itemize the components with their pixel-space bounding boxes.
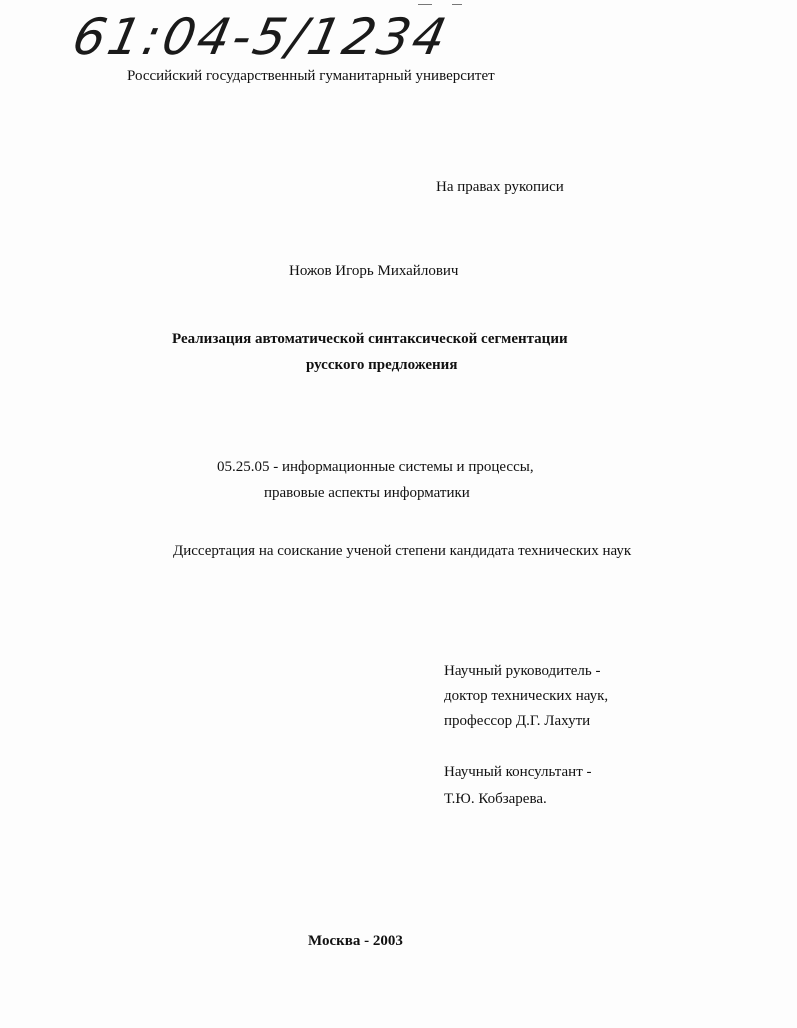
scan-mark [418,4,432,5]
supervisor-line-1: Научный руководитель - [444,663,601,679]
author-name: Ножов Игорь Михайлович [289,263,459,279]
title-line-1: Реализация автоматической синтаксической сегментации [172,331,568,347]
scan-mark [452,4,462,5]
specialty-line-1: 05.25.05 - информационные системы и процессы, [217,459,534,475]
consultant-line-2: Т.Ю. Кобзарева. [444,791,547,807]
supervisor-line-2: доктор технических наук, [444,688,609,704]
university-name: Российский государственный гуманитарный университет [127,68,495,84]
handwritten-catalog-number: 61:04-5/1234 [67,8,455,66]
consultant-line-1: Научный консультант - [444,764,592,780]
title-line-2: русского предложения [306,357,458,373]
degree-statement: Диссертация на соискание ученой степени кандидата технических наук [173,543,632,559]
manuscript-note: На правах рукописи [436,179,564,195]
specialty-line-2: правовые аспекты информатики [264,485,470,501]
city-year: Москва - 2003 [308,933,403,949]
supervisor-line-3: профессор Д.Г. Лахути [444,713,591,729]
